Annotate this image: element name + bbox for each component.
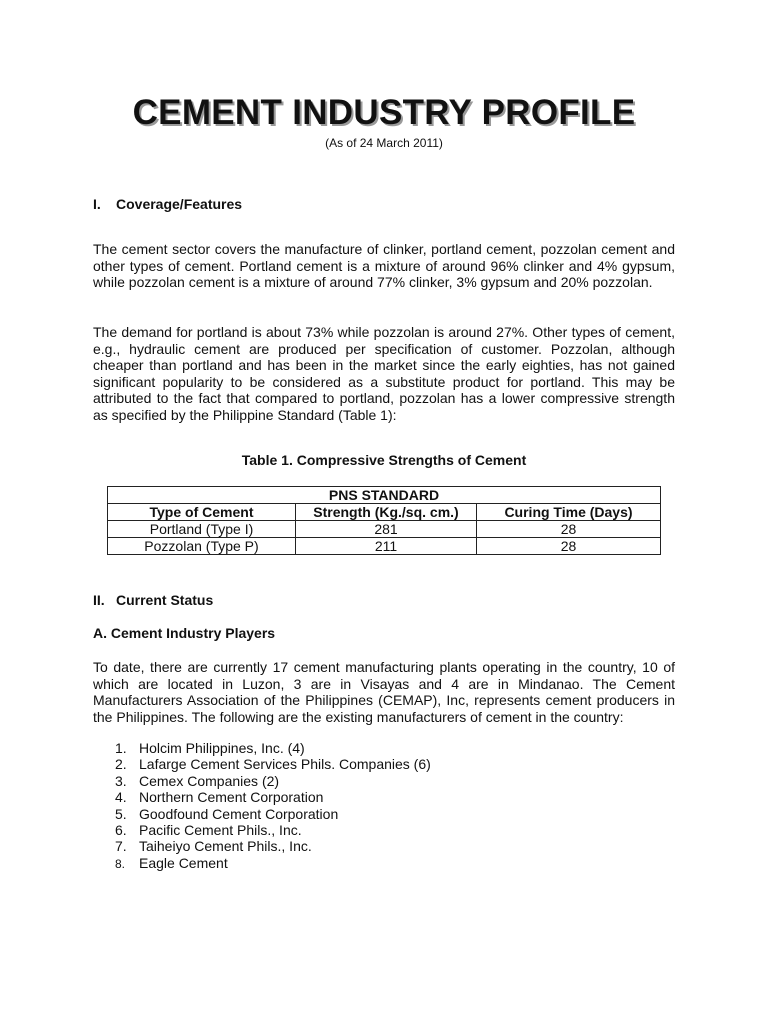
table-caption: Table 1. Compressive Strengths of Cement	[241, 452, 527, 468]
list-item-name: Taiheiyo Cement Phils., Inc.	[139, 838, 312, 855]
list-item	[115, 838, 431, 854]
list-item-number: 7.	[115, 838, 127, 855]
list-item-name: Cemex Companies (2)	[139, 772, 280, 789]
section-heading-coverage	[93, 196, 242, 212]
list-item	[115, 740, 431, 756]
table-cell: 28	[477, 521, 661, 538]
table-group-header: PNS STANDARD	[108, 487, 661, 504]
list-item	[115, 789, 431, 805]
list-item-name: Holcim Philippines, Inc. (4)	[139, 740, 305, 756]
subsection-heading-industry-players: A. Cement Industry Players	[93, 625, 276, 641]
list-item-name: Goodfound Cement Corporation	[139, 805, 339, 822]
table-group-header-row	[108, 487, 661, 504]
list-item	[115, 806, 431, 822]
table-cell: Portland (Type I)	[108, 521, 296, 538]
manufacturers-list	[115, 740, 431, 872]
list-item	[115, 773, 431, 789]
list-item-number: 8.	[115, 856, 126, 871]
table-row	[108, 538, 661, 555]
table-cell: Pozzolan (Type P)	[108, 538, 296, 555]
table-cell: 211	[296, 538, 477, 555]
list-item-name: Northern Cement Corporation	[139, 789, 324, 806]
page-subtitle-date: (As of 24 March 2011)	[325, 136, 443, 150]
list-item	[115, 822, 431, 838]
list-item-name: Pacific Cement Phils., Inc.	[139, 822, 302, 839]
paragraph-industry-players: To date, there are currently 17 cement manufacturing plants operating in the country, 10 of which are located in Luzon, 3 are in Visayas and 4 are in Mindanao. The Cement Manufacturers Association of the Philippines (CEMAP), Inc, represents cement producers in the Philippines. The following are the existing manufacturers of cement in the country:	[93, 659, 675, 725]
section-number: I.	[93, 196, 101, 212]
table-cell: 281	[296, 521, 477, 538]
section-title: Coverage/Features	[116, 196, 243, 212]
page-title: CEMENT INDUSTRY PROFILE	[132, 93, 636, 132]
table-row	[108, 521, 661, 538]
section-number: II.	[93, 592, 105, 608]
list-item-number: 1.	[115, 740, 127, 756]
list-item	[115, 756, 431, 772]
list-item-name: Eagle Cement	[139, 854, 228, 871]
compressive-strength-table	[107, 486, 661, 555]
list-item-number: 6.	[115, 822, 127, 839]
list-item-number: 4.	[115, 789, 127, 806]
paragraph-coverage-2: The demand for portland is about 73% while pozzolan is around 27%. Other types of cement, e.g., hydraulic cement are produced per specification of customer. Pozzolan, although cheaper than portland and has been in the market since the early eighties, has not gained significant popularity to be considered as a substitute product for portland. This may be attributed to the fact that compared to portland, pozzolan has a lower compressive strength as specified by the Philippine Standard (Table 1):	[93, 324, 675, 423]
section-title: Current Status	[116, 592, 214, 608]
column-header-strength: Strength (Kg./sq. cm.)	[296, 504, 477, 521]
list-item-number: 3.	[115, 772, 127, 789]
section-heading-current-status	[93, 592, 213, 608]
list-item-number: 5.	[115, 805, 127, 822]
table-header-row	[108, 504, 661, 521]
paragraph-coverage-1: The cement sector covers the manufacture of clinker, portland cement, pozzolan cement and other types of cement. Portland cement is a mixture of around 96% clinker and 4% gypsum, while pozzolan cement is a mixture of around 77% clinker, 3% gypsum and 20% pozzolan.	[93, 241, 675, 291]
table-cell: 28	[477, 538, 661, 555]
list-item-name: Lafarge Cement Services Phils. Companies (6)	[139, 756, 431, 773]
column-header-curing: Curing Time (Days)	[477, 504, 661, 521]
list-item-number: 2.	[115, 756, 127, 773]
column-header-type: Type of Cement	[108, 504, 296, 521]
list-item	[115, 855, 431, 872]
